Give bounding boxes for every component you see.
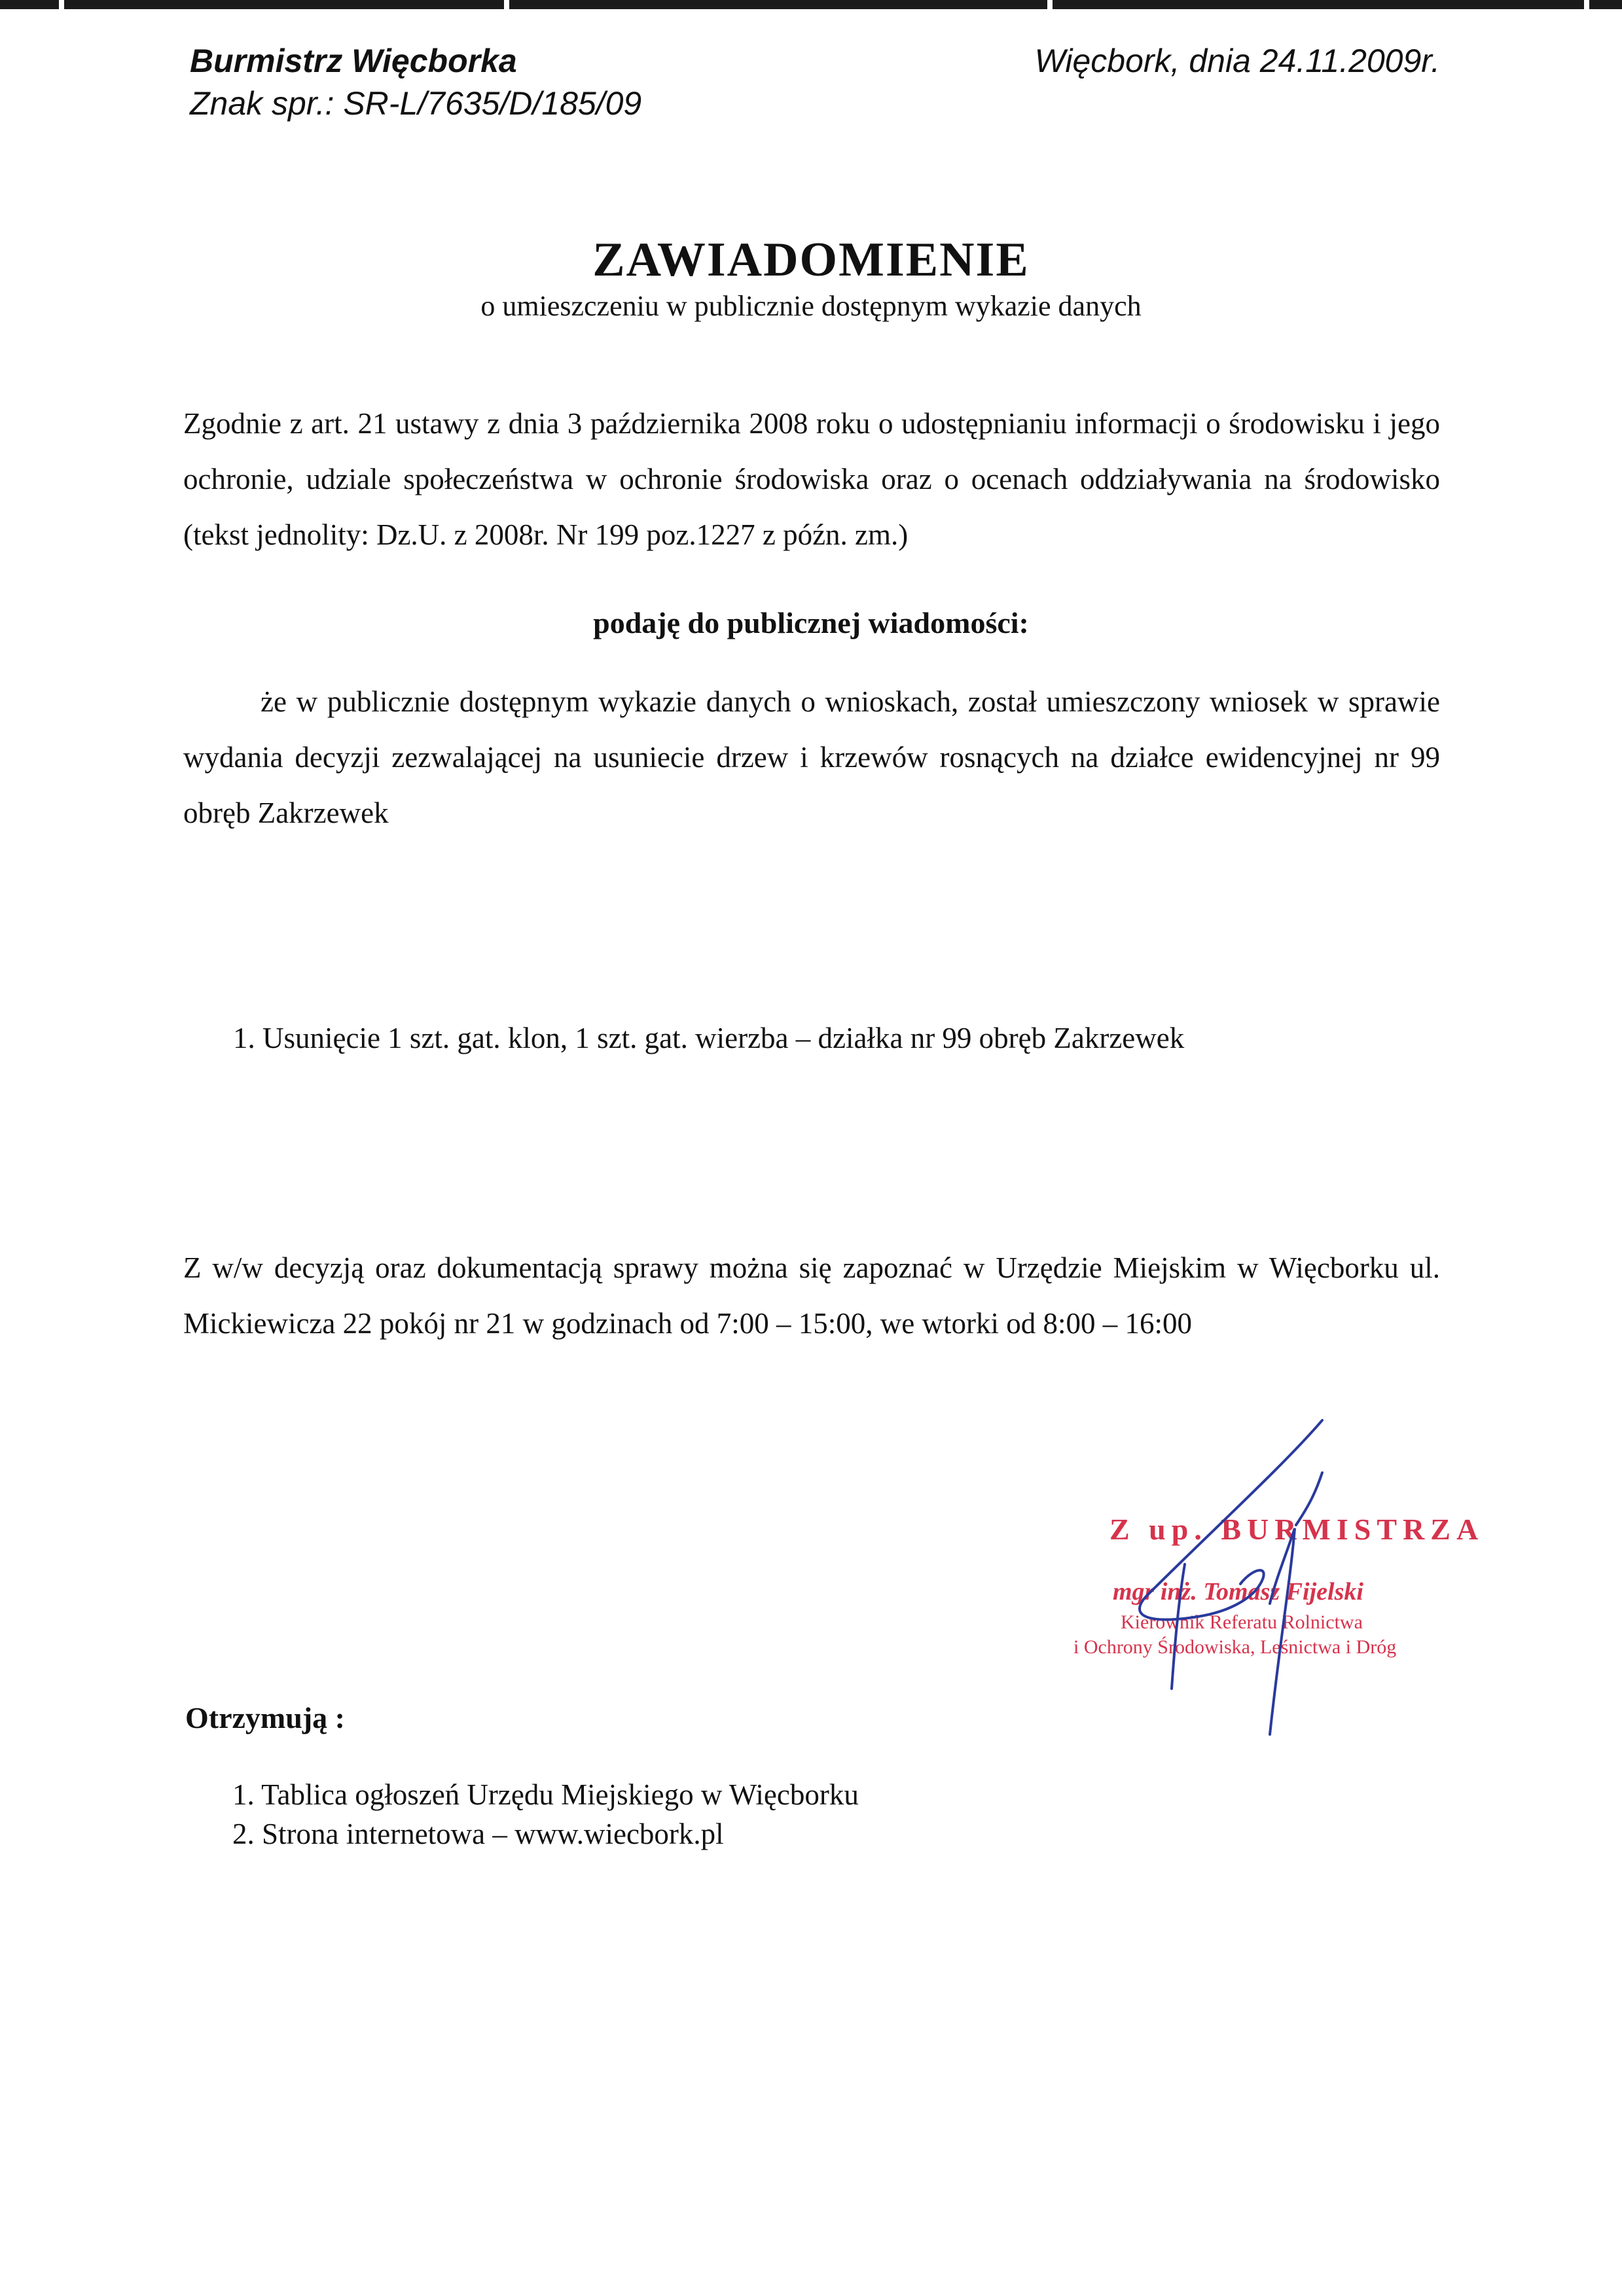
stamp-role: i Ochrony Środowiska, Leśnictwa i Dróg — [1073, 1636, 1397, 1658]
stamp-title: Z up. BURMISTRZA — [1109, 1513, 1485, 1546]
scan-gap — [1584, 0, 1589, 9]
document-title: ZAWIADOMIENIE — [592, 233, 1030, 287]
announcement: podaję do publicznej wiadomości: — [593, 606, 1029, 639]
stamp-role: Kierownik Referatu Rolnictwa — [1121, 1611, 1363, 1633]
case-reference: Znak spr.: SR-L/7635/D/185/09 — [190, 85, 642, 122]
recipients-title: Otrzymują : — [185, 1701, 345, 1734]
scan-border — [0, 0, 1622, 9]
list-item: 1. Usunięcie 1 szt. gat. klon, 1 szt. gat. wierzba – działka nr 99 obręb Zakrzewek — [233, 1022, 1185, 1054]
legal-basis: Zgodnie z art. 21 ustawy z dnia 3 października 2008 roku o udostępnianiu informacji o środowisku i jego ochronie, udziale społeczeństwa w ochronie środowiska oraz o ocenach oddziaływania na środowisko (tekst jednolity: Dz.U. z 2008r. Nr 199 poz.1227 z późn. zm.) — [183, 407, 1440, 551]
place-date: Więcbork, dnia 24.11.2009r. — [1034, 43, 1440, 79]
document-subtitle: o umieszczeniu w publicznie dostępnym wykazie danych — [480, 290, 1142, 322]
list-item: 2. Strona internetowa – www.wiecbork.pl — [232, 1818, 724, 1850]
review-info: Z w/w decyzją oraz dokumentacją sprawy można się zapoznać w Urzędzie Miejskim w Więcborku ul. Mickiewicza 22 pokój nr 21 w godzinach od 7:00 – 15:00, we wtorki od 8:00 – 16:00 — [183, 1251, 1440, 1340]
issuer: Burmistrz Więcborka — [190, 43, 517, 79]
list-item: 1. Tablica ogłoszeń Urzędu Miejskiego w Więcborku — [232, 1778, 859, 1811]
notice-body: że w publicznie dostępnym wykazie danych o wnioskach, został umieszczony wniosek w sprawie wydania decyzji zezwalającej na usuniecie drzew i krzewów rosnących na działce ewidencyjnej nr 99 obręb Zakrzewek — [183, 685, 1440, 829]
scan-gap — [504, 0, 509, 9]
handwritten-signature — [1047, 1407, 1453, 1774]
stamp-name: mgr inż. Tomasz Fijelski — [1113, 1578, 1363, 1605]
scan-gap — [59, 0, 64, 9]
scan-gap — [1047, 0, 1053, 9]
recipients-list — [232, 1775, 859, 1854]
